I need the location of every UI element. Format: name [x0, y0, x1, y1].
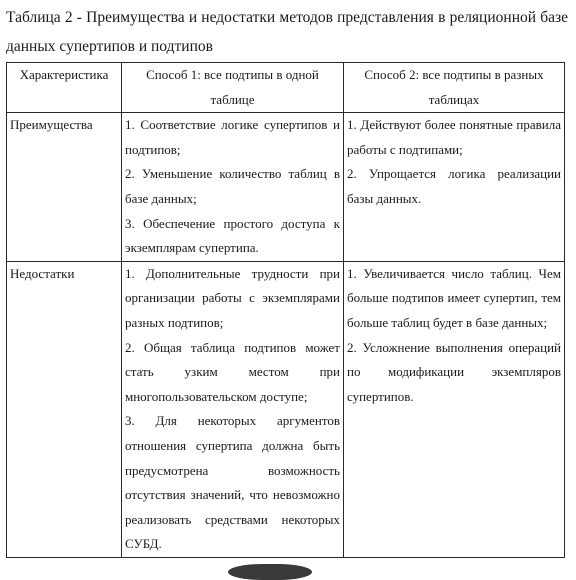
header-method-1: Способ 1: все подтипы в одной таблице [122, 63, 344, 113]
advantages-method-2-cell [344, 113, 565, 262]
row-label-advantages [7, 113, 122, 262]
list-item: 2. Усложнение выполнения операций по модификации экземпляров супертипов. [347, 339, 561, 404]
table-row-advantages [7, 113, 565, 262]
list-item: 2. Общая таблица подтипов может стать узким местом при многопользовательском доступе; [125, 339, 340, 404]
row-label-disadvantages [7, 261, 122, 557]
scroll-handle[interactable] [228, 564, 312, 580]
list-item: 3. Для некоторых аргументов отношения супертипа должна быть предусмотрена возможность отсутствия значений, что невозможно реализовать средствами некоторых СУБД. [125, 413, 340, 552]
header-characteristic: Характеристика [7, 63, 122, 113]
table-caption: Таблица 2 - Преимущества и недостатки методов представления в реляционной базе данных супертипов и подтипов [6, 9, 568, 55]
row-label-text: Преимущества [10, 117, 93, 133]
list-item: 1. Действуют более понятные правила работы с подтипами; [347, 117, 561, 157]
header-method-2: Способ 2: все подтипы в разных таблицах [344, 63, 565, 113]
disadvantages-method-1-cell [122, 261, 344, 557]
table-row-disadvantages [7, 261, 565, 557]
list-item: 1. Увеличивается число таблиц. Чем больше подтипов имеет супертип, тем больше таблиц будет в базе данных; [347, 265, 561, 330]
row-label-text: Недостатки [10, 265, 75, 281]
list-item: 2. Уменьшение количество таблиц в базе данных; [125, 166, 340, 206]
disadvantages-method-2-cell [344, 261, 565, 557]
list-item: 1. Соответствие логике супертипов и подтипов; [125, 117, 340, 157]
table-header-row [7, 63, 565, 113]
list-item: 1. Дополнительные трудности при организации работы с экземплярами разных подтипов; [125, 265, 340, 330]
list-item: 2. Упрощается логика реализации базы данных. [347, 166, 561, 206]
comparison-table [6, 62, 565, 558]
list-item: 3. Обеспечение простого доступа к экземплярам супертипа. [125, 215, 340, 256]
advantages-method-1-cell [122, 113, 344, 262]
